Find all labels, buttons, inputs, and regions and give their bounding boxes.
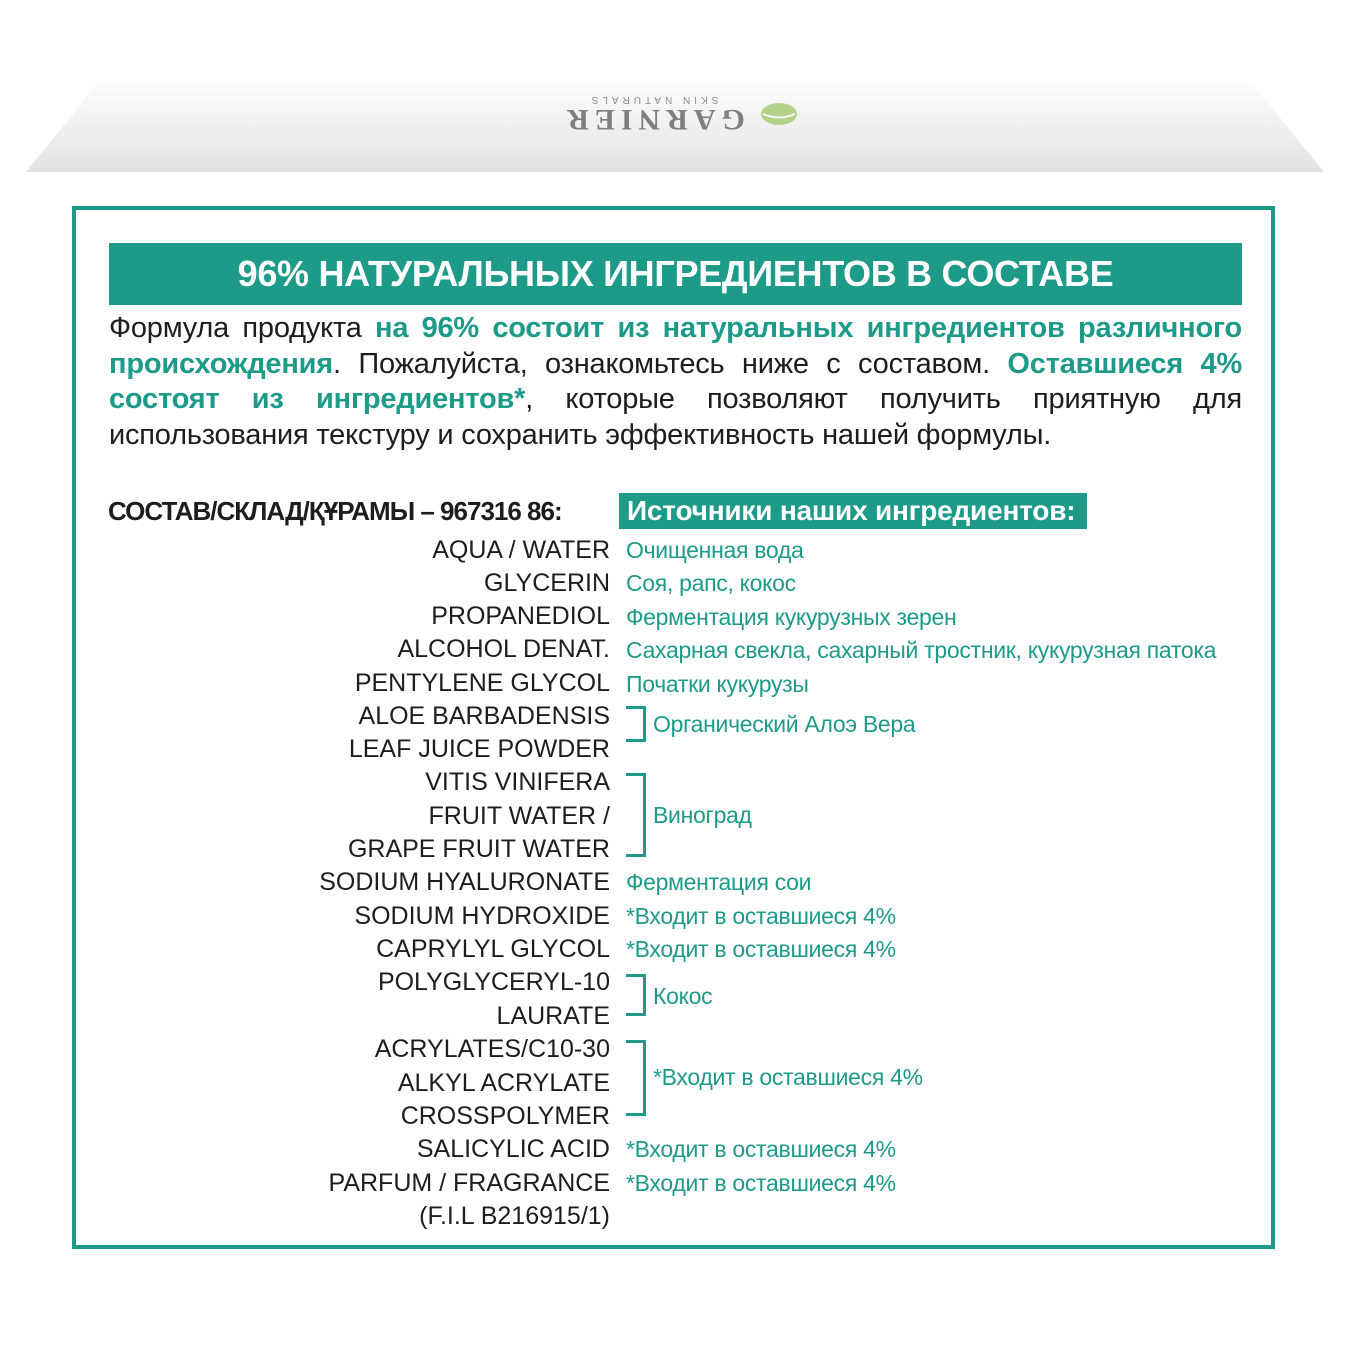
brand-logo: [390, 94, 970, 137]
ingredient-source: Соя, рапс, кокос: [626, 570, 796, 596]
ingredient-name: LAURATE: [496, 1002, 610, 1030]
grouping-bracket: [626, 706, 646, 742]
brand-subline: SKIN NATURALS: [587, 94, 719, 106]
intro-text-1: Формула продукта: [109, 312, 375, 344]
ingredient-lot-number: (F.I.L B216915/1): [419, 1202, 610, 1230]
grouping-bracket: [626, 974, 646, 1016]
grouping-bracket: [626, 773, 646, 857]
ingredient-name: SODIUM HYALURONATE: [319, 868, 610, 896]
ingredient-name: CAPRYLYL GLYCOL: [376, 935, 610, 963]
ingredient-name: ALKYL ACRYLATE: [397, 1069, 610, 1097]
intro-text-2: . Пожалуйста, ознакомьтесь ниже с составом.: [333, 347, 1008, 380]
ingredient-source: Органический Алоэ Вера: [653, 711, 916, 737]
grouping-bracket: [626, 1040, 646, 1116]
ingredient-source: *Входит в оставшиеся 4%: [653, 1064, 923, 1090]
ingredient-name: SALICYLIC ACID: [416, 1135, 610, 1163]
ingredient-name: PARFUM / FRAGRANCE: [328, 1169, 610, 1197]
intro-highlight-2: Оставшиеся 4% состоят из ингредиентов*: [109, 347, 1242, 415]
ingredient-source: *Входит в оставшиеся 4%: [626, 1136, 896, 1162]
ingredient-name: LEAF JUICE POWDER: [348, 735, 610, 763]
ingredient-name: VITIS VINIFERA: [425, 768, 610, 796]
ingredient-source: *Входит в оставшиеся 4%: [626, 936, 896, 962]
ingredient-name: GLYCERIN: [484, 569, 610, 597]
ingredient-source: *Входит в оставшиеся 4%: [626, 1170, 896, 1196]
ingredient-source: *Входит в оставшиеся 4%: [626, 903, 896, 929]
ingredient-source: Початки кукурузы: [626, 671, 809, 697]
intro-highlight-1: на 96% состоит из натуральных ингредиентов различного происхождения: [109, 312, 1242, 380]
ingredient-source: Очищенная вода: [626, 537, 804, 563]
composition-heading: СОСТАВ/СКЛАД/ҚҰРАМЫ – 967316 86:: [108, 496, 562, 526]
ingredient-name: CROSSPOLYMER: [400, 1102, 610, 1130]
ingredient-source: Ферментация кукурузных зерен: [626, 604, 957, 630]
sources-heading: Источники наших ингредиентов:: [619, 493, 1087, 529]
ingredient-source: Сахарная свекла, сахарный тростник, кукурузная патока: [626, 637, 1217, 663]
intro-text-3: , которые позволяют получить приятную для использования текстуру и сохранить эффективность нашей формулы.: [109, 383, 1243, 451]
ingredient-name: FRUIT WATER /: [428, 802, 610, 830]
ingredient-name: PROPANEDIOL: [431, 602, 610, 630]
brand-name: GARNIER: [561, 103, 745, 137]
ingredient-name: ALOE BARBADENSIS: [358, 702, 610, 730]
ingredient-name: AQUA / WATER: [432, 536, 610, 564]
ingredient-name: PENTYLENE GLYCOL: [354, 669, 610, 697]
ingredient-source: Кокос: [653, 983, 713, 1009]
ingredient-name: ALCOHOL DENAT.: [397, 635, 610, 663]
natural-ingredients-banner: 96% НАТУРАЛЬНЫХ ИНГРЕДИЕНТОВ В СОСТАВЕ: [109, 243, 1242, 305]
ingredient-source: Ферментация сои: [626, 869, 812, 895]
ingredient-name: POLYGLYCERYL-10: [377, 968, 610, 996]
ingredient-name: GRAPE FRUIT WATER: [347, 835, 610, 863]
ingredient-name: ACRYLATES/C10-30: [374, 1035, 610, 1063]
ingredient-source: Виноград: [653, 802, 752, 828]
ingredient-name: SODIUM HYDROXIDE: [354, 902, 610, 930]
formula-description: [109, 311, 1242, 453]
leaf-icon: [759, 99, 799, 129]
